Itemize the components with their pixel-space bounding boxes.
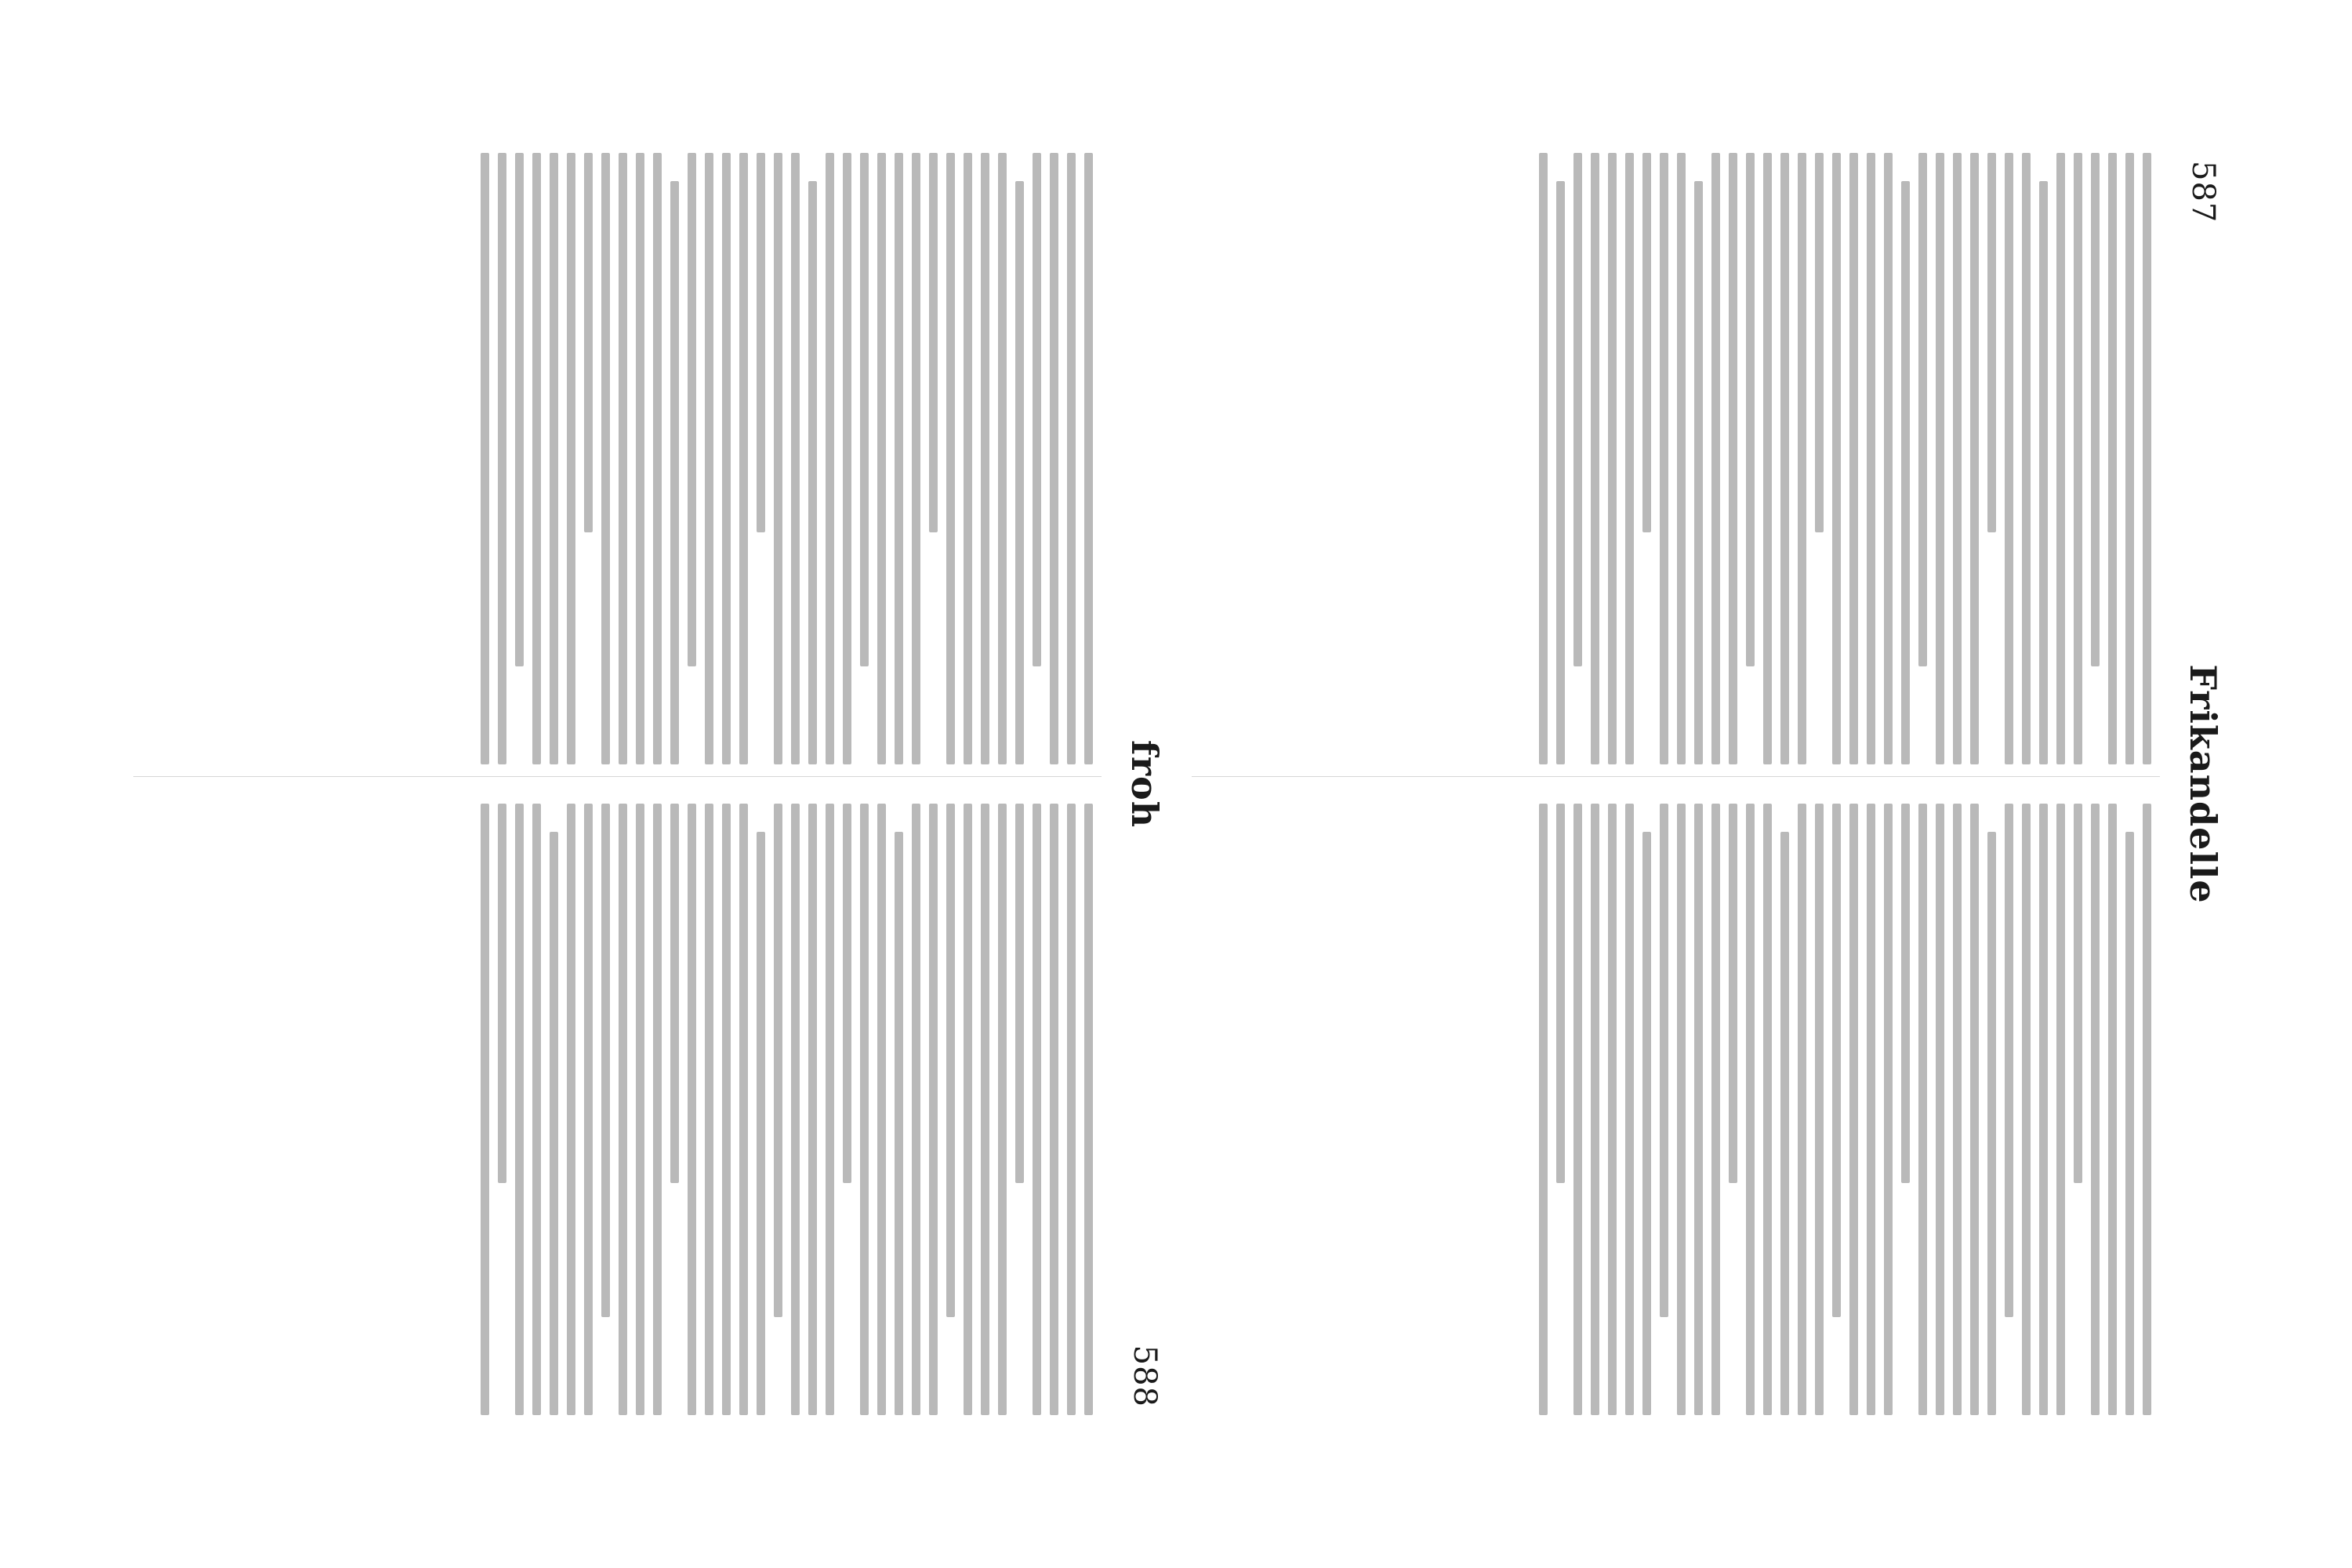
text-line [1556,804,1565,1183]
text-line [1539,153,1548,764]
text-line [1625,153,1634,764]
running-head: froh [1123,739,1166,829]
text-column-right [133,804,1102,1415]
text-line [481,153,489,764]
text-line [481,804,489,1415]
text-line [1084,153,1093,764]
text-line [1642,153,1651,532]
text-line [705,153,713,764]
text-line [808,181,817,764]
page-number: 588 [1127,1345,1163,1407]
text-line [653,804,662,1415]
text-line [1849,153,1858,764]
text-line [705,804,713,1415]
text-line [964,153,972,764]
page-header [1113,137,1168,1431]
text-line [1573,153,1582,666]
text-line [2074,804,2082,1183]
text-line [722,153,731,764]
text-line [1591,153,1599,764]
text-line [1033,153,1041,666]
text-line [532,804,541,1415]
text-line [636,804,644,1415]
text-line [843,153,851,764]
text-line [601,804,610,1317]
text-line [2056,804,2065,1415]
page-header [2172,137,2227,1431]
text-line [1067,153,1076,764]
text-line [1556,181,1565,764]
text-line [946,153,955,764]
text-line [1815,804,1824,1415]
text-line [1780,832,1789,1415]
text-line [2005,153,2013,764]
dictionary-page-left [1176,137,2234,1431]
text-line [739,153,748,764]
text-line [895,153,903,764]
text-line [2091,153,2100,666]
text-line [1608,804,1617,1415]
text-line [2125,832,2134,1415]
text-line [2056,153,2065,764]
text-line [826,804,834,1415]
text-line [2125,153,2134,764]
text-line [1970,804,1979,1415]
text-line [670,181,679,764]
text-line [1067,804,1076,1415]
text-line [1918,153,1927,666]
text-line [929,804,938,1415]
text-line [774,153,782,764]
running-head: Frikandelle [2182,664,2224,904]
text-line [1746,153,1755,666]
text-line [981,153,989,764]
text-line [981,804,989,1415]
text-line [860,153,869,666]
text-line [1970,153,1979,764]
text-line [877,153,886,764]
text-line [636,153,644,764]
text-line [1677,153,1686,764]
text-line [912,153,920,764]
text-line [1591,804,1599,1415]
text-line [1050,804,1058,1415]
text-line [1015,804,1024,1183]
text-line [1884,153,1893,764]
text-column-right [1192,804,2160,1415]
text-line [2005,804,2013,1317]
text-line [1987,153,1996,532]
text-line [532,153,541,764]
text-line [774,804,782,1317]
text-line [1832,804,1841,1317]
text-line [1936,804,1944,1415]
page-number: 587 [2185,161,2221,223]
text-line [653,153,662,764]
text-line [964,804,972,1415]
dictionary-page-right [118,137,1176,1431]
text-line [1780,153,1789,764]
text-line [895,832,903,1415]
text-line [498,804,506,1183]
text-line [757,153,765,532]
text-line [1936,153,1944,764]
text-line [1729,804,1737,1183]
text-line [670,804,679,1183]
text-line [1901,181,1910,764]
text-line [498,153,506,764]
text-line [1033,804,1041,1415]
text-line [688,804,696,1415]
text-line [1746,804,1755,1415]
text-line [2143,804,2151,1415]
text-line [584,153,593,532]
text-line [877,804,886,1415]
text-line [2143,153,2151,764]
text-line [2108,153,2117,764]
text-line [2091,804,2100,1415]
text-line [619,153,627,764]
text-line [791,804,800,1415]
text-line [550,832,558,1415]
text-line [1660,153,1668,764]
text-line [2022,153,2031,764]
text-line [946,804,955,1317]
text-line [1694,181,1703,764]
text-column-left [133,153,1102,764]
text-line [843,804,851,1183]
text-line [1015,181,1024,764]
column-gutter [1192,776,2160,777]
text-line [1901,804,1910,1183]
text-line [1694,804,1703,1415]
text-line [998,153,1007,764]
text-line [1849,804,1858,1415]
text-line [1608,153,1617,764]
text-line [688,153,696,666]
text-line [722,804,731,1415]
text-line [1642,832,1651,1415]
text-line [1832,153,1841,764]
text-line [550,153,558,764]
text-line [1798,804,1806,1415]
text-line [515,153,524,666]
text-line [1763,804,1772,1415]
text-line [2022,804,2031,1415]
text-line [1729,153,1737,764]
text-line [1884,804,1893,1415]
text-line [567,153,575,764]
text-line [998,804,1007,1415]
text-line [1711,804,1720,1415]
text-line [1867,153,1875,764]
rotated-book-spread [118,137,2234,1431]
text-line [808,804,817,1415]
text-line [1953,804,1962,1415]
text-line [1050,153,1058,764]
text-line [1987,832,1996,1415]
text-line [791,153,800,764]
text-line [826,153,834,764]
text-line [2108,804,2117,1415]
text-line [619,804,627,1415]
text-line [2074,153,2082,764]
text-line [739,804,748,1415]
text-line [515,804,524,1415]
text-line [912,804,920,1415]
text-line [2039,181,2048,764]
text-line [929,153,938,532]
text-line [1815,153,1824,532]
text-line [1918,804,1927,1415]
text-line [1798,153,1806,764]
text-line [757,832,765,1415]
text-column-left [1192,153,2160,764]
text-line [2039,804,2048,1415]
text-line [567,804,575,1415]
text-line [1084,804,1093,1415]
column-gutter [133,776,1102,777]
text-line [1660,804,1668,1317]
text-line [860,804,869,1415]
text-line [1677,804,1686,1415]
text-line [1953,153,1962,764]
text-line [1539,804,1548,1415]
text-line [1763,153,1772,764]
text-line [1625,804,1634,1415]
text-line [1573,804,1582,1415]
text-line [584,804,593,1415]
text-line [1711,153,1720,764]
text-line [1867,804,1875,1415]
text-line [601,153,610,764]
